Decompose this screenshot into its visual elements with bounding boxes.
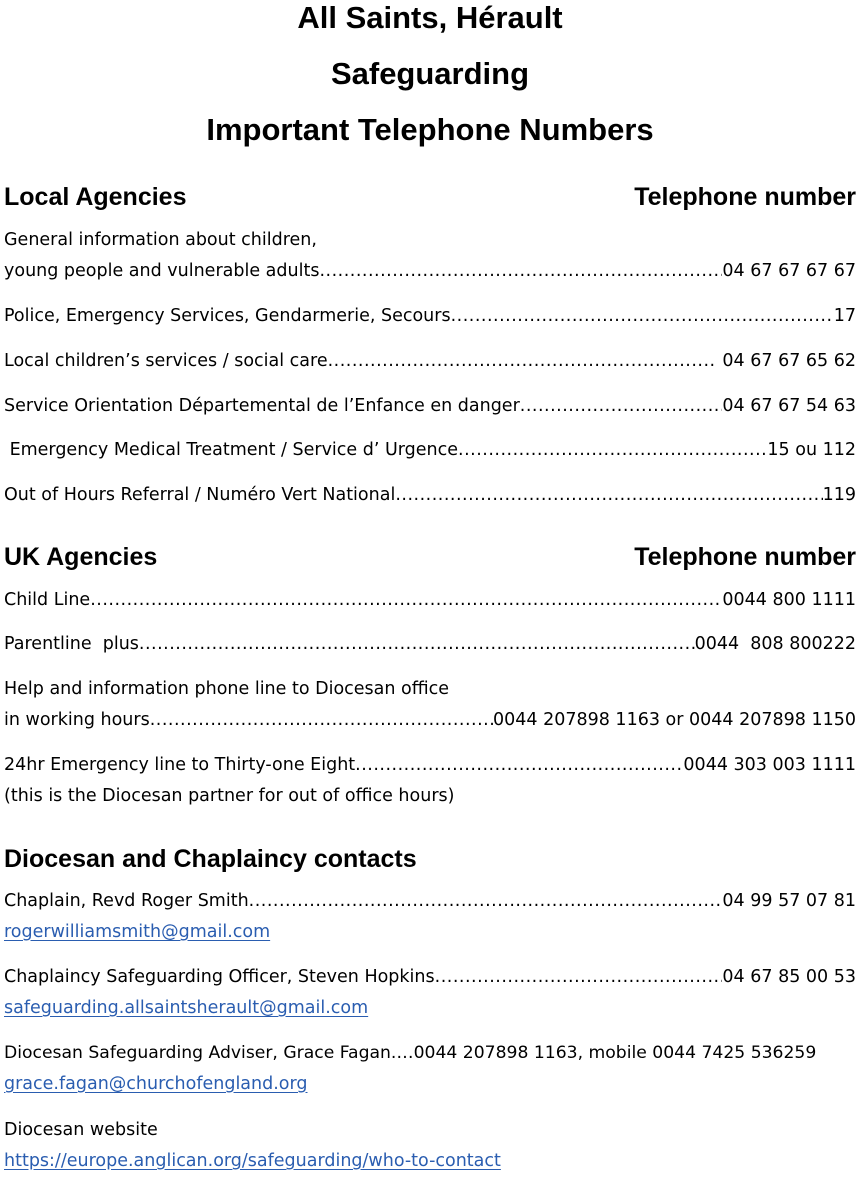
childline-label: Child Line xyxy=(4,590,91,610)
police-phone: 17 xyxy=(833,306,856,326)
out-of-hours-row xyxy=(4,481,856,509)
medical-row xyxy=(4,436,856,464)
diocesan-website-line xyxy=(4,1147,856,1175)
leader-dots xyxy=(328,347,717,375)
diocesan-website-label: Diocesan website xyxy=(4,1120,158,1140)
diocesan-line-1: Help and information phone line to Diocesan office xyxy=(4,679,450,699)
chaplain-phone: 04 99 57 07 81 xyxy=(722,891,856,911)
local-phone-column-heading: Telephone number xyxy=(634,183,856,211)
leader-dots xyxy=(319,257,722,285)
general-info-label: young people and vulnerable adults xyxy=(4,261,320,281)
page-title-line-3: Important Telephone Numbers xyxy=(206,112,654,147)
chaplain-email-link[interactable]: rogerwilliamsmith@gmail.com xyxy=(4,922,271,942)
sode-row xyxy=(4,392,856,420)
page-title-line-1: All Saints, Hérault xyxy=(297,0,563,35)
childline-row xyxy=(4,586,856,614)
out-of-hours-label: Out of Hours Referral / Numéro Vert National xyxy=(4,485,396,505)
general-info-phone: 04 67 67 67 67 xyxy=(722,261,856,281)
diocesan-adviser-line: Diocesan Safeguarding Adviser, Grace Fagan.…0044 207898 1163, mobile 0044 7425 536259 xyxy=(4,1043,817,1063)
medical-label: Emergency Medical Treatment / Service d’ Urgence xyxy=(4,440,459,460)
emergency-line-phone: 0044 303 003 1111 xyxy=(683,755,856,775)
sode-phone: 04 67 67 54 63 xyxy=(722,396,856,416)
leader-dots xyxy=(139,630,695,658)
emergency-line-row xyxy=(4,751,856,779)
page-title-line-2: Safeguarding xyxy=(330,56,530,91)
general-info-row xyxy=(4,257,856,285)
uk-agencies-heading: UK Agencies xyxy=(4,543,158,571)
medical-phone: 15 ou 112 xyxy=(767,440,856,460)
leader-dots xyxy=(435,963,723,991)
contacts-header xyxy=(4,842,856,876)
safeguarding-officer-phone: 04 67 85 00 53 xyxy=(722,967,856,987)
parentline-phone: 0044 808 800222 xyxy=(694,634,856,654)
police-row xyxy=(4,302,856,330)
uk-agencies-header xyxy=(4,540,856,574)
emergency-line-label: 24hr Emergency line to Thirty-one Eight xyxy=(4,755,356,775)
out-of-hours-phone: 119 xyxy=(822,485,856,505)
childline-phone: 0044 800 1111 xyxy=(722,590,856,610)
local-agencies-heading: Local Agencies xyxy=(4,183,187,211)
childrens-services-row xyxy=(4,347,856,375)
police-label: Police, Emergency Services, Gendarmerie, Secours xyxy=(4,306,451,326)
local-agencies-header xyxy=(4,180,856,214)
leader-dots xyxy=(150,706,493,734)
childrens-services-phone: 04 67 67 65 62 xyxy=(716,351,856,371)
leader-dots xyxy=(520,392,723,420)
chaplain-email-line xyxy=(4,918,856,946)
sode-label: Service Orientation Départemental de l’Enfance en danger xyxy=(4,396,520,416)
safeguarding-officer-row xyxy=(4,963,856,991)
parentline-row xyxy=(4,630,856,658)
diocesan-office-row xyxy=(4,706,856,734)
chaplain-label: Chaplain, Revd Roger Smith xyxy=(4,891,249,911)
diocesan-office-label: in working hours xyxy=(4,710,150,730)
chaplain-row xyxy=(4,887,856,915)
diocesan-office-phone: 0044 207898 1163 or 0044 207898 1150 xyxy=(492,710,856,730)
leader-dots xyxy=(355,751,683,779)
leader-dots xyxy=(249,887,723,915)
general-info-line-1: General information about children, xyxy=(4,230,317,250)
diocesan-website-link[interactable]: https://europe.anglican.org/safeguarding/who-to-contact xyxy=(4,1151,501,1171)
safeguarding-officer-email-link[interactable]: safeguarding.allsaintsherault@gmail.com xyxy=(4,998,369,1018)
safeguarding-officer-email-line xyxy=(4,994,856,1022)
leader-dots xyxy=(451,302,834,330)
uk-phone-column-heading: Telephone number xyxy=(634,543,856,571)
diocesan-adviser-email-link[interactable]: grace.fagan@churchofengland.org xyxy=(4,1074,308,1094)
contacts-heading: Diocesan and Chaplaincy contacts xyxy=(4,845,417,873)
leader-dots xyxy=(458,436,767,464)
childrens-services-label: Local children’s services / social care xyxy=(4,351,328,371)
leader-dots xyxy=(395,481,822,509)
parentline-label: Parentline plus xyxy=(4,634,139,654)
emergency-line-note: (this is the Diocesan partner for out of office hours) xyxy=(4,786,455,806)
leader-dots xyxy=(90,586,722,614)
diocesan-adviser-email-line xyxy=(4,1070,856,1098)
safeguarding-officer-label: Chaplaincy Safeguarding Officer, Steven Hopkins xyxy=(4,967,435,987)
